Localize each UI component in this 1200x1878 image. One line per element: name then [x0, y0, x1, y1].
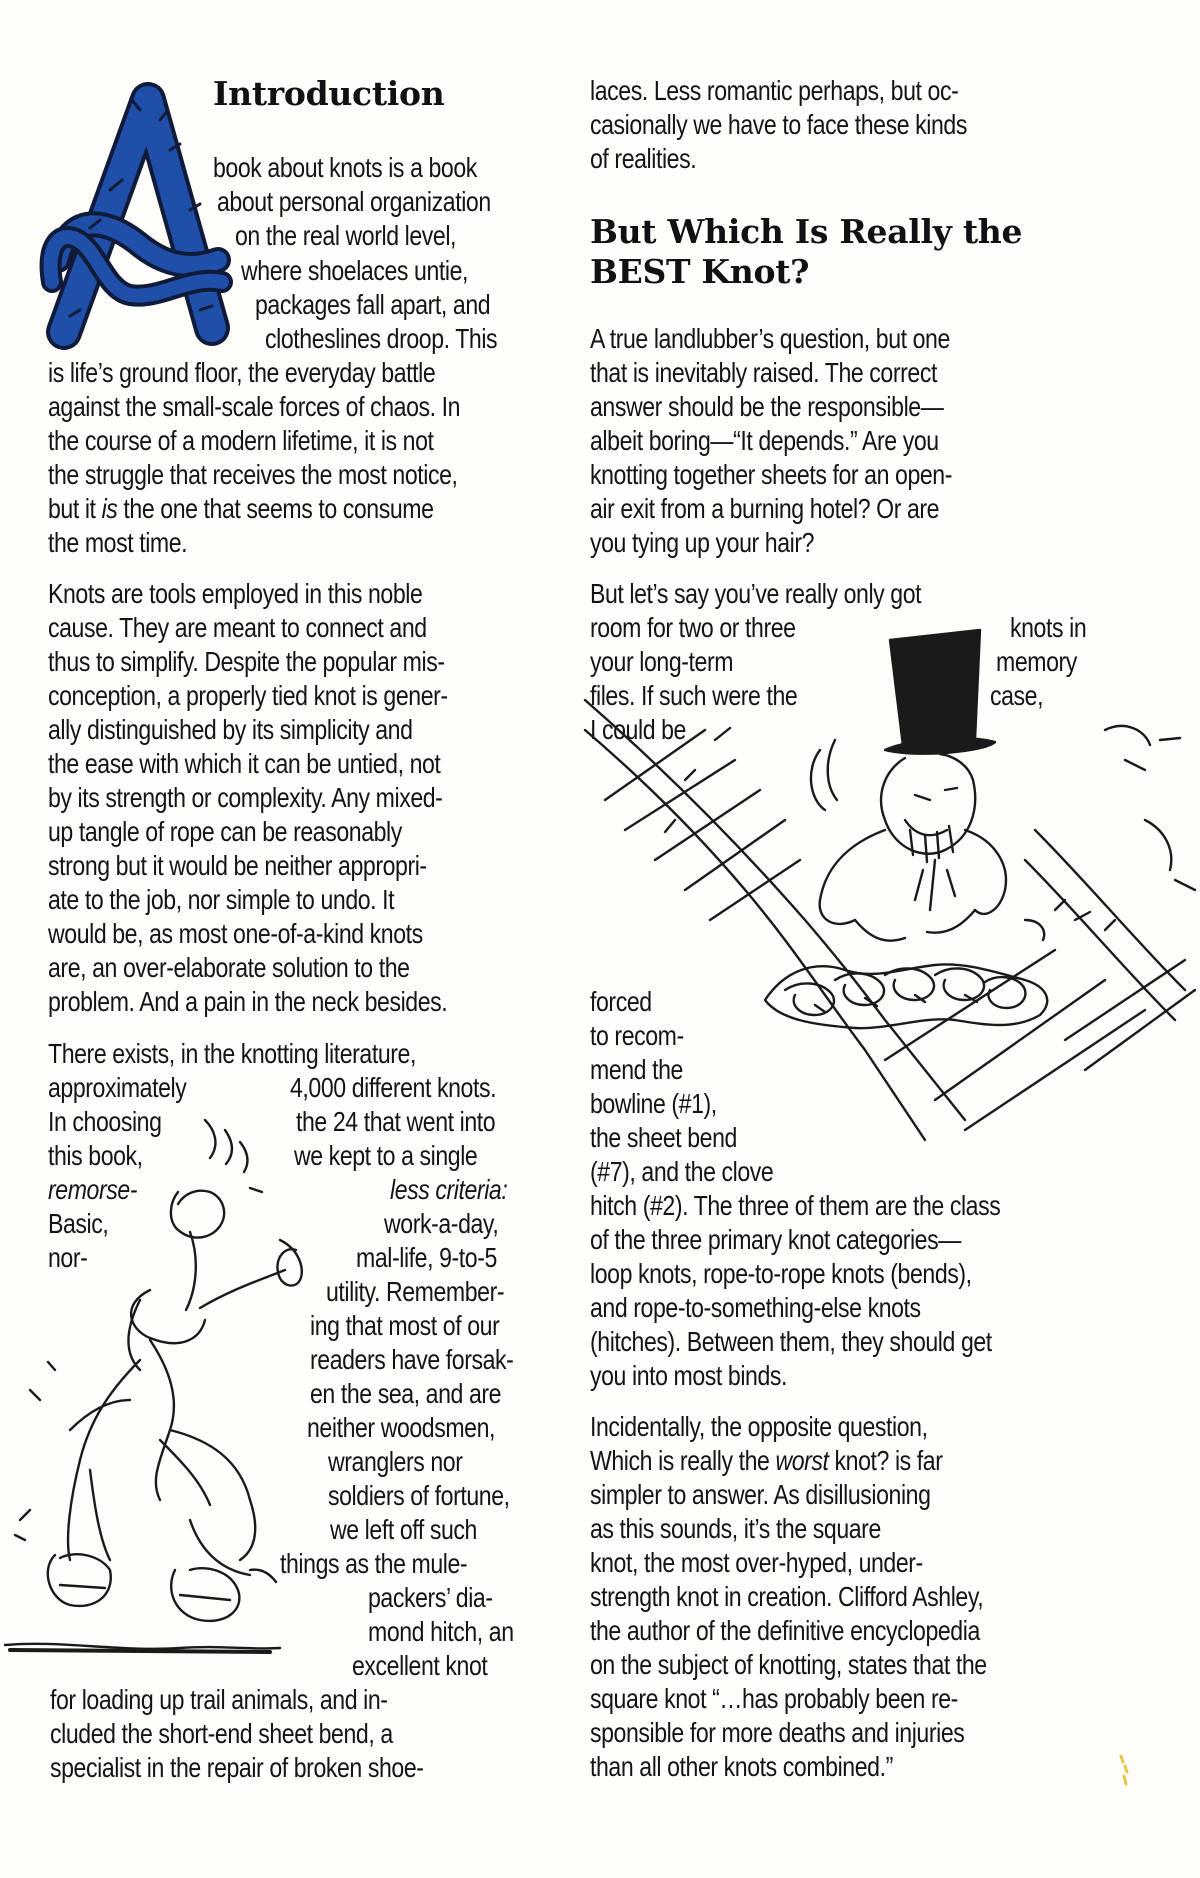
best-knot-heading-line-1: But Which Is Really the — [590, 212, 1023, 251]
para6-line-6: strength knot in creation. Clifford Ashley, — [590, 1581, 984, 1612]
para3-line-5a: remorse- — [48, 1174, 138, 1205]
para3-line-7b: mal-life, 9-to-5 — [356, 1242, 497, 1273]
para3-line-11: en the sea, and are — [310, 1378, 502, 1409]
paper-speck — [1115, 1752, 1135, 1792]
para3-line-9: ing that most of our — [310, 1310, 500, 1341]
para3-line-12: neither woodsmen, — [307, 1412, 496, 1443]
para5-line-3a: your long-term — [590, 646, 734, 677]
para6-line-9: square knot “…has probably been re- — [590, 1683, 958, 1714]
para6-line-5: knot, the most over-hyped, under- — [590, 1547, 923, 1578]
para6-line-10: sponsible for more deaths and injuries — [590, 1717, 965, 1748]
para2-line-10: ate to the job, nor simple to undo. It — [48, 884, 395, 915]
rope-letter-a-icon — [40, 70, 230, 350]
best-knot-heading-line-2: BEST Knot? — [590, 252, 810, 291]
para5-line-13: of the three primary knot categories— — [590, 1224, 961, 1255]
para5-line-12: hitch (#2). The three of them are the class — [590, 1190, 1001, 1221]
intro-line-10: the struggle that receives the most notice, — [48, 459, 458, 490]
best-line-1: A true landlubber’s question, but one — [590, 323, 950, 354]
para2-line-11: would be, as most one-of-a-kind knots — [48, 918, 423, 949]
para5-line-10: the sheet bend — [590, 1122, 737, 1153]
intro-heading: Introduction — [213, 74, 445, 113]
para3-line-6a: Basic, — [48, 1208, 109, 1239]
para3-line-2a: approximately — [48, 1072, 187, 1103]
para3-line-6b: work-a-day, — [384, 1208, 499, 1239]
para3-line-3b: the 24 that went into — [296, 1106, 496, 1137]
para3-line-4b: we kept to a single — [294, 1140, 478, 1171]
para5-line-4a: files. If such were the — [590, 680, 798, 711]
best-line-4: albeit boring—“It depends.” Are you — [590, 425, 939, 456]
best-line-5: knotting together sheets for an open- — [590, 459, 953, 490]
para6-line-2: Which is really the worst knot? is far — [590, 1445, 943, 1476]
para3-line-7a: nor- — [48, 1242, 88, 1273]
para3-line-17: packers’ dia- — [368, 1582, 493, 1613]
para3-line-19: excellent knot — [352, 1650, 488, 1681]
running-figure-icon — [0, 1100, 340, 1660]
para2-line-8: up tangle of rope can be reasonably — [48, 816, 402, 847]
para2-line-3: thus to simplify. Despite the popular mis- — [48, 646, 445, 677]
right-line-2: casionally we have to face these kinds — [590, 109, 967, 140]
para5-line-2b: knots in — [1010, 612, 1087, 643]
para6-line-4: as this sounds, it’s the square — [590, 1513, 881, 1544]
para2-line-13: problem. And a pain in the neck besides. — [48, 986, 448, 1017]
para3-line-8: utility. Remember- — [326, 1276, 505, 1307]
para5-line-8: mend the — [590, 1054, 683, 1085]
para3-line-20: for loading up trail animals, and in- — [50, 1684, 388, 1715]
para2-line-6: the ease with which it can be untied, not — [48, 748, 441, 779]
para6-line-7: the author of the definitive encyclopedia — [590, 1615, 980, 1646]
para6-line-11: than all other knots combined.” — [590, 1751, 893, 1782]
para2-line-1: Knots are tools employed in this noble — [48, 578, 423, 609]
para5-line-7: to recom- — [590, 1020, 684, 1051]
para3-line-1: There exists, in the knotting literature, — [48, 1038, 416, 1069]
para2-line-2: cause. They are meant to connect and — [48, 612, 427, 643]
intro-line-9: the course of a modern lifetime, it is not — [48, 425, 434, 456]
para5-line-5: I could be — [590, 714, 686, 745]
para5-line-2a: room for two or three — [590, 612, 796, 643]
intro-line-5: packages fall apart, and — [255, 289, 491, 320]
para3-line-10: readers have forsak- — [310, 1344, 514, 1375]
para3-line-5b: less criteria: — [390, 1174, 508, 1205]
para2-line-9: strong but it would be neither appropri- — [48, 850, 427, 881]
intro-line-8: against the small-scale forces of chaos. In — [48, 391, 461, 422]
para3-line-4a: this book, — [48, 1140, 143, 1171]
intro-line-6: clotheslines droop. This — [265, 323, 498, 354]
para3-line-22: specialist in the repair of broken shoe- — [50, 1752, 424, 1783]
intro-line-2: about personal organization — [217, 186, 491, 217]
para5-line-11: (#7), and the clove — [590, 1156, 774, 1187]
best-line-6: air exit from a burning hotel? Or are — [590, 493, 940, 524]
para5-line-3b: memory — [996, 646, 1077, 677]
best-line-3: answer should be the responsible— — [590, 391, 944, 422]
para3-line-3a: In choosing — [48, 1106, 162, 1137]
para6-line-1: Incidentally, the opposite question, — [590, 1411, 928, 1442]
right-line-1: laces. Less romantic perhaps, but oc- — [590, 75, 959, 106]
para2-line-5: ally distinguished by its simplicity and — [48, 714, 413, 745]
right-line-3: of realities. — [590, 143, 697, 174]
para2-line-7: by its strength or complexity. Any mixed- — [48, 782, 443, 813]
para5-line-9: bowline (#1), — [590, 1088, 717, 1119]
para6-line-3: simpler to answer. As disillusioning — [590, 1479, 931, 1510]
intro-line-12: the most time. — [48, 527, 188, 558]
para5-line-15: and rope-to-something-else knots — [590, 1292, 921, 1323]
intro-line-4: where shoelaces untie, — [241, 255, 469, 286]
para5-line-6: forced — [590, 986, 652, 1017]
para5-line-17: you into most binds. — [590, 1360, 788, 1391]
para3-line-13: wranglers nor — [328, 1446, 463, 1477]
para5-line-16: (hitches). Between them, they should get — [590, 1326, 992, 1357]
best-line-2: that is inevitably raised. The correct — [590, 357, 937, 388]
para6-line-8: on the subject of knotting, states that the — [590, 1649, 987, 1680]
best-line-7: you tying up your hair? — [590, 527, 815, 558]
para5-line-14: loop knots, rope-to-rope knots (bends), — [590, 1258, 972, 1289]
para3-line-15: we left off such — [330, 1514, 477, 1545]
para3-line-2b: 4,000 different knots. — [290, 1072, 497, 1103]
intro-line-11: but it is the one that seems to consume — [48, 493, 434, 524]
intro-line-1: book about knots is a book — [213, 152, 477, 183]
para3-line-18: mond hitch, an — [368, 1616, 514, 1647]
para5-line-4b: case, — [990, 680, 1044, 711]
para3-line-21: cluded the short-end sheet bend, a — [50, 1718, 393, 1749]
para2-line-12: are, an over-elaborate solution to the — [48, 952, 410, 983]
intro-line-7: is life’s ground floor, the everyday battle — [48, 357, 436, 388]
para3-line-16: things as the mule- — [280, 1548, 468, 1579]
railroad-track-figure-icon — [585, 620, 1200, 1160]
para3-line-14: soldiers of fortune, — [328, 1480, 510, 1511]
para5-line-1: But let’s say you’ve really only got — [590, 578, 922, 609]
intro-line-3: on the real world level, — [235, 220, 457, 251]
para2-line-4: conception, a properly tied knot is gener- — [48, 680, 448, 711]
